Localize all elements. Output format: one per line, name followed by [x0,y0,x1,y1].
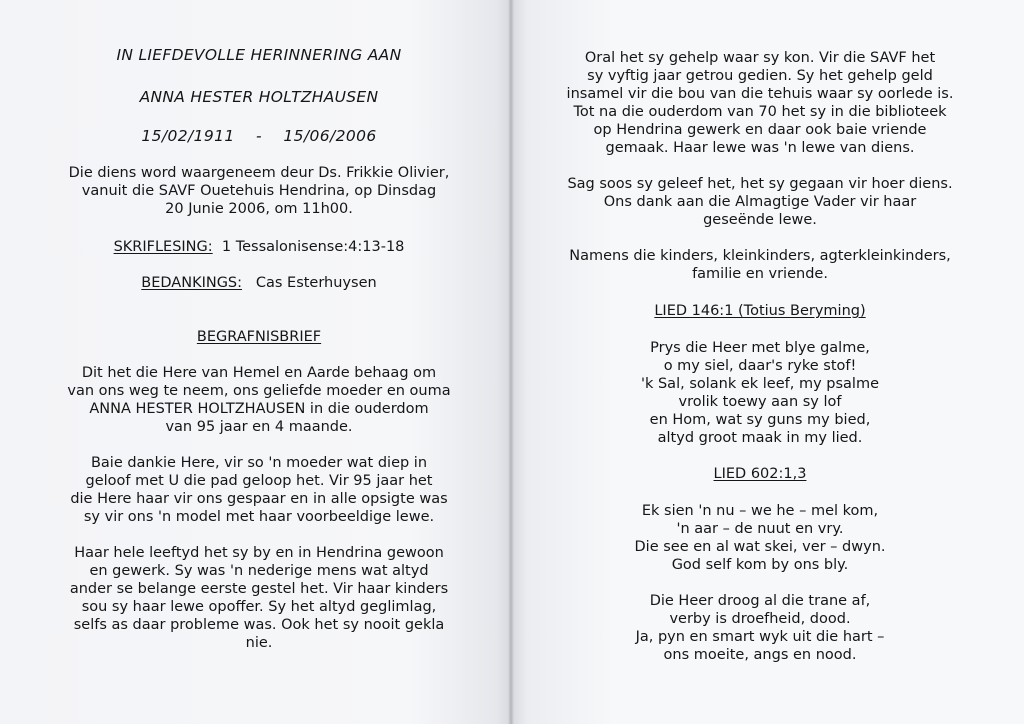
paragraph-line: die Here haar vir ons gespaar en in alle opsigte was [70,491,448,507]
service-line: 20 Junie 2006, om 11h00. [165,201,353,217]
hymn-line: Ja, pyn en smart wyk uit die hart – [635,629,885,645]
hymn-line: Prys die Heer met blye galme, [650,340,870,356]
hymn-line: en Hom, wat sy guns my bied, [649,412,871,428]
acknowledgements [36,274,482,292]
paragraph-line: familie en vriende. [692,266,828,282]
paragraph-line: insamel vir die bou van die tehuis waar sy oorlede is. [566,86,954,102]
hymn-line: Die see en al wat skei, ver – dwyn. [634,539,886,555]
letter-paragraph-3 [36,544,482,652]
paragraph-line: op Hendrina gewerk en daar ook baie vriende [593,122,927,138]
paragraph-line: sy vyftig jaar getrou gedien. Sy het gehelp geld [587,68,933,84]
hymn-1-verse [536,339,984,447]
hymn-line: vrolik toewy aan sy lof [678,394,842,410]
paragraph-line: ANNA HESTER HOLTZHAUSEN in die ouderdom [89,401,429,417]
hymn-2-stanza-1 [536,502,984,574]
paragraph-line: geloof met U die pad geloop het. Vir 95 jaar het [85,473,433,489]
hymn-2-stanza-2 [536,592,984,664]
hymn-line: 'n aar – de nuut en vry. [676,521,844,537]
paragraph-line: selfs as daar probleme was. Ook het sy nooit gekla [73,617,445,633]
hymn-line: God self kom by ons bly. [671,557,849,573]
scripture-label: SKRIFLESING: [113,239,213,255]
paragraph-line: Baie dankie Here, vir so 'n moeder wat diep in [90,455,428,471]
letter-paragraph-4 [536,49,984,157]
hymn-line: Die Heer droog al die trane af, [649,593,871,609]
hymn-line: 'k Sal, solank ek leef, my psalme [640,376,880,392]
birth-date: 15/02/1911 [141,127,235,145]
paragraph-line: en gewerk. Sy was 'n nederige mens wat altyd [89,563,429,579]
deceased-name: ANNA HESTER HOLTZHAUSEN [139,88,379,106]
letter-paragraph-2 [36,454,482,526]
date-separator: - [256,127,262,145]
service-details [36,164,482,218]
thanks-value: Cas Esterhuysen [255,275,377,291]
service-line: vanuit die SAVF Ouetehuis Hendrina, op Dinsdag [81,183,437,199]
paragraph-line: sou sy haar lewe opoffer. Sy het altyd geglimlag, [81,599,437,615]
service-line: Die diens word waargeneem deur Ds. Frikkie Olivier, [68,165,450,181]
paragraph-line: Dit het die Here van Hemel en Aarde behaag om [81,365,437,381]
scripture-reading [36,238,482,256]
letter-paragraph-5 [536,175,984,229]
letter-paragraph-1 [36,364,482,436]
paragraph-line: Sag soos sy geleef het, het sy gegaan vir hoer diens. [567,176,953,192]
paragraph-line: geseënde lewe. [703,212,817,228]
hymn-line: ons moeite, angs en nood. [663,647,857,663]
death-date: 15/06/2006 [283,127,377,145]
paragraph-line: van ons weg te neem, ons geliefde moeder en ouma [67,383,451,399]
paragraph-line: Ons dank aan die Almagtige Vader vir haar [603,194,917,210]
letter-signoff [536,247,984,283]
hymn-1-title: LIED 146:1 (Totius Beryming) [654,303,866,319]
paragraph-line: van 95 jaar en 4 maande. [165,419,353,435]
life-dates [36,127,482,145]
paragraph-line: nie. [245,635,273,651]
page-fold [508,0,514,724]
hymn-line: o my siel, daar's ryke stof! [663,358,857,374]
hymn-line: Ek sien 'n nu – we he – mel kom, [641,503,879,519]
thanks-label: BEDANKINGS: [141,275,243,291]
paragraph-line: Oral het sy gehelp waar sy kon. Vir die SAVF het [584,50,936,66]
hymn-line: altyd groot maak in my lied. [657,430,863,446]
scripture-value: 1 Tessalonisense:4:13-18 [221,239,405,255]
paragraph-line: Haar hele leeftyd het sy by en in Hendrina gewoon [74,545,444,561]
paragraph-line: Tot na die ouderdom van 70 het sy in die biblioteek [573,104,947,120]
memorial-title: IN LIEFDEVOLLE HERINNERING AAN [116,46,402,64]
paragraph-line: Namens die kinders, kleinkinders, agterkleinkinders, [569,248,951,264]
paragraph-line: ander se belange eerste gestel het. Vir haar kinders [69,581,449,597]
hymn-line: verby is droefheid, dood. [669,611,851,627]
paragraph-line: sy vir ons 'n model met haar voorbeeldige lewe. [83,509,435,525]
right-page [512,0,1024,724]
hymn-2-title: LIED 602:1,3 [713,466,807,482]
paragraph-line: gemaak. Haar lewe was 'n lewe van diens. [605,140,915,156]
letter-heading: BEGRAFNISBRIEF [196,329,322,345]
